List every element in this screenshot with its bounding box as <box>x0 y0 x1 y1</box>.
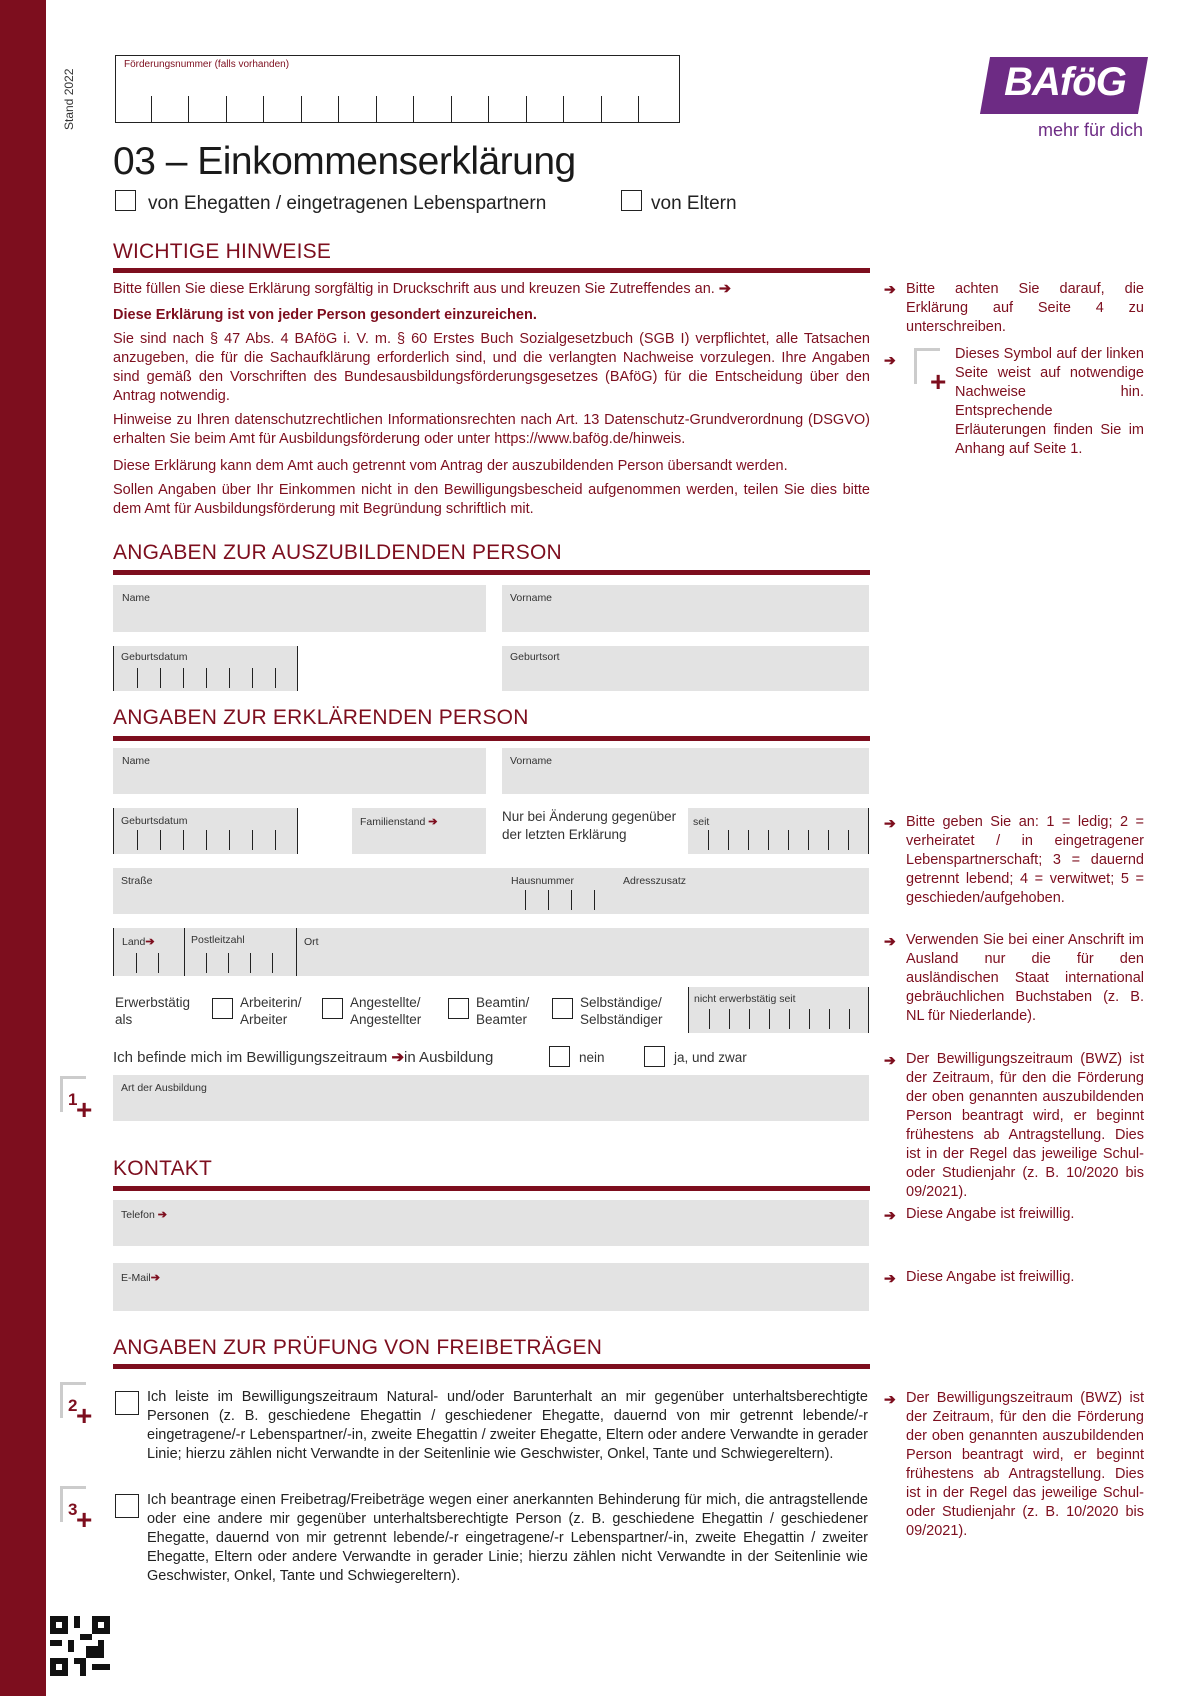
arrow-icon: ➔ <box>884 1391 896 1407</box>
bafoeg-logo-text: BAföG <box>1004 60 1126 104</box>
hinweis-paragraph-4: Hinweise zu Ihren datenschutzrechtlichen Informationsrechten nach Art. 13 Datenschutz-Grundverordnung (DSGVO) erhalten Sie beim Amt für Ausbildungsförderung oder unter https://www.bafög.de/hinweis. <box>113 412 870 447</box>
familienstand-label: Familienstand ➔ <box>360 816 438 828</box>
checkbox-beamter[interactable] <box>448 998 469 1019</box>
checkbox-eltern-label: von Eltern <box>651 193 737 214</box>
checkbox-beamter-label: Beamtin/ Beamter <box>476 995 530 1027</box>
nicht-erwerbstaetig-label: nicht erwerbstätig seit <box>694 993 796 1005</box>
section-rule <box>113 1186 870 1191</box>
checkbox-selbstaendiger-label: Selbständige/ Selbständiger <box>580 995 663 1027</box>
arrow-icon: ➔ <box>884 1270 896 1286</box>
hinweis-paragraph-2: Diese Erklärung ist von jeder Person gesondert einzureichen. <box>113 307 537 323</box>
freibetrag-item-unterhalt: Ich leiste im Bewilligungszeitraum Natural- und/oder Barunterhalt an mir gegenüber unterhaltsberechtigte Personen (z. B. geschiedene Ehegattin / geschiedener Ehegatte, dauernd von mir getrennt lebende/-r eingetragene/-r Lebenspartner/-in, zweite Ehegattin / zweiter Ehegatte, Eltern oder andere Verwandte in gerader Linie; hierzu zählen nicht Verwandte in der Seitenlinie wie Geschwister, Onkel, Tante und Schwiegereltern). <box>147 1389 868 1462</box>
section-heading-erklaerende: ANGABEN ZUR ERKLÄRENDEN PERSON <box>113 706 529 729</box>
seit-label: seit <box>693 816 710 828</box>
erkl-geburtsdatum-label: Geburtsdatum <box>121 815 188 827</box>
arrow-icon: ➔ <box>150 1272 160 1284</box>
hinweis-paragraph-3: Sie sind nach § 47 Abs. 4 BAföG i. V. m. § 60 Erstes Buch Sozialgesetzbuch (SGB I) verpflichtet, alle Tatsachen anzugeben, die für die Sachaufklärung erforderlich sind, und die verlangten Nachweise vorzulegen. Ihre Angaben sind gemäß den Vorschriften des Bundesausbildungsförderungsgesetzes (BAföG) für die Entscheidung über den Antrag notwendig. <box>113 331 870 404</box>
checkbox-eltern[interactable] <box>621 190 642 211</box>
side-note-land: Verwenden Sie bei einer Anschrift im Ausland nur die für den ausländischen Staat international gebräuchlichen Buchstaben (z. B. NL für Niederlande). <box>906 932 1144 1024</box>
checkbox-arbeiter-label: Arbeiterin/ Arbeiter <box>240 995 302 1027</box>
erkl-vorname-field[interactable] <box>502 748 869 794</box>
checkbox-ausbildung-ja[interactable] <box>644 1046 665 1067</box>
checkbox-arbeiter[interactable] <box>212 998 233 1019</box>
side-note-bwz-2: Der Bewilligungszeitraum (BWZ) ist der Zeitraum, für den die Förderung der oben genannten auszubildenden Person beantragt wird, er beginnt frühestens ab Antragstellung. Dies ist in der Regel das jeweilige Schul- oder Studienjahr (z. B. 10/2020 bis 09/2021). <box>906 1390 1144 1539</box>
arrow-icon: ➔ <box>391 1049 405 1066</box>
left-color-bar <box>0 0 46 1696</box>
bwz-question: Ich befinde mich im Bewilligungszeitraum ➔in Ausbildung <box>113 1049 494 1066</box>
side-note-familienstand: Bitte geben Sie an: 1 = ledig; 2 = verheiratet / in eingetragener Lebenspartnerschaft; 3 = dauernd getrennt lebend; 4 = verwitwet; 5 = geschieden/aufgehoben. <box>906 814 1144 906</box>
checkbox-angestellter[interactable] <box>322 998 343 1019</box>
email-label: E-Mail➔ <box>121 1272 160 1284</box>
checkbox-angestellter-label: Angestellte/ Angestellter <box>350 995 422 1027</box>
checkbox-ausbildung-nein[interactable] <box>549 1046 570 1067</box>
aenderung-label: Nur bei Änderung gegenüber der letzten Erklärung <box>502 809 677 842</box>
azubi-name-field[interactable] <box>113 585 486 632</box>
side-note-bwz: Der Bewilligungszeitraum (BWZ) ist der Zeitraum, für den die Förderung der oben genannten auszubildenden Person beantragt wird, er beginnt frühestens ab Antragstellung. Dies ist in der Regel das jeweilige Schul- oder Studienjahr (z. B. 10/2020 bis 09/2021). <box>906 1051 1144 1200</box>
section-heading-hinweise: WICHTIGE HINWEISE <box>113 240 332 263</box>
arrow-icon: ➔ <box>884 1207 896 1223</box>
erkl-name-field[interactable] <box>113 748 486 794</box>
arrow-icon: ➔ <box>145 936 155 948</box>
checkbox-unterhalt[interactable] <box>115 1391 139 1415</box>
checkbox-selbstaendiger[interactable] <box>552 998 573 1019</box>
arrow-icon: ➔ <box>884 352 896 368</box>
azubi-geburtsdatum-label: Geburtsdatum <box>121 651 188 663</box>
section-rule <box>113 268 870 273</box>
hinweis-paragraph-6: Sollen Angaben über Ihr Einkommen nicht in den Bewilligungsbescheid aufgenommen werden, teilen Sie dies bitte dem Amt für Ausbildungsförderung mit Begründung schriftlich mit. <box>113 482 870 517</box>
page-title: 03 – Einkommenserklärung <box>113 140 576 183</box>
bafoeg-logo-subtitle: mehr für dich <box>1037 120 1143 140</box>
telefon-field[interactable] <box>113 1200 869 1246</box>
stand-label: Stand 2022 <box>62 68 76 130</box>
arrow-icon: ➔ <box>157 1209 167 1221</box>
hinweis-paragraph-5: Diese Erklärung kann dem Amt auch getrennt vom Antrag der auszubildenden Person übersandt werden. <box>113 458 788 474</box>
checkbox-behinderung[interactable] <box>115 1494 139 1518</box>
side-note-telefon: Diese Angabe ist freiwillig. <box>906 1206 1075 1222</box>
seit-field[interactable] <box>688 808 869 854</box>
arrow-icon: ➔ <box>884 933 896 949</box>
freibetrag-item-behinderung: Ich beantrage einen Freibetrag/Freibeträge wegen einer anerkannten Behinderung für mich, die antragstellende oder eine andere mir gegenüber unterhaltsberechtigte Person (z. B. geschiedene Ehegattin / geschiedener Ehegatte, dauernd von mir getrennt lebende/-r eingetragene/-r Lebenspartner/-in, zweite Ehegattin / zweiter Ehegatte, Eltern oder andere Verwandte in gerader Linie; hierzu zählen nicht Verwandte in der Seitenlinie wie Geschwister, Onkel, Tante und Schwiegereltern). <box>147 1492 868 1584</box>
azubi-vorname-field[interactable] <box>502 585 869 632</box>
arrow-icon: ➔ <box>428 816 438 828</box>
arrow-icon: ➔ <box>884 1052 896 1068</box>
side-note-unterschrift: Bitte achten Sie darauf, die Erklärung auf Seite 4 zu unterschreiben. <box>906 281 1144 335</box>
hinweis-paragraph-1: Bitte füllen Sie diese Erklärung sorgfältig in Druckschrift aus und kreuzen Sie Zutreffendes an. ➔ <box>113 281 731 297</box>
checkbox-ausbildung-ja-label: ja, und zwar <box>674 1050 747 1065</box>
land-label: Land➔ <box>122 936 155 948</box>
arrow-icon: ➔ <box>884 281 896 297</box>
proof-hint-icon-2: 2 + <box>56 1382 88 1424</box>
proof-hint-icon-3: 3 + <box>56 1486 88 1528</box>
section-rule <box>113 736 870 741</box>
checkbox-ehegatten-label: von Ehegatten / eingetragenen Lebenspartnern <box>148 193 547 214</box>
side-note-email: Diese Angabe ist freiwillig. <box>906 1269 1075 1285</box>
email-field[interactable] <box>113 1263 869 1311</box>
adresszusatz-label: Adresszusatz <box>623 875 687 887</box>
arrow-icon: ➔ <box>718 281 731 297</box>
telefon-label: Telefon ➔ <box>121 1209 167 1221</box>
strasse-label: Straße <box>121 875 153 887</box>
proof-hint-icon: + <box>910 348 942 390</box>
art-ausbildung-field[interactable] <box>113 1075 869 1121</box>
section-heading-auszubildende: ANGABEN ZUR AUSZUBILDENDEN PERSON <box>113 541 562 564</box>
qr-code <box>50 1616 110 1676</box>
checkbox-ausbildung-nein-label: nein <box>579 1050 605 1065</box>
strasse-field[interactable] <box>113 868 869 914</box>
erkl-vorname-label: Vorname <box>510 755 553 767</box>
section-heading-freibetraege: ANGABEN ZUR PRÜFUNG VON FREIBETRÄGEN <box>113 1336 603 1359</box>
art-ausbildung-label: Art der Ausbildung <box>121 1082 207 1094</box>
section-rule <box>113 1364 870 1369</box>
erwerbstaetig-label: Erwerbstätig als <box>115 995 191 1027</box>
checkbox-ehegatten[interactable] <box>115 190 136 211</box>
arrow-icon: ➔ <box>884 815 896 831</box>
postleitzahl-label: Postleitzahl <box>191 934 245 946</box>
ort-label: Ort <box>304 936 319 948</box>
foerderungsnummer-label: Förderungsnummer (falls vorhanden) <box>124 59 290 70</box>
side-note-symbol: Dieses Symbol auf der linken Seite weist auf notwendige Nachweise hin. Entsprechende Erläuterungen finden Sie im Anhang auf Seite 1. <box>955 346 1144 457</box>
erkl-name-label: Name <box>122 755 151 767</box>
azubi-name-label: Name <box>122 592 151 604</box>
section-rule <box>113 570 870 575</box>
section-heading-kontakt: KONTAKT <box>113 1157 213 1180</box>
hausnummer-label: Hausnummer <box>511 875 575 887</box>
azubi-geburtsort-label: Geburtsort <box>510 651 560 663</box>
proof-hint-icon-1: 1 + <box>56 1076 88 1118</box>
azubi-vorname-label: Vorname <box>510 592 553 604</box>
